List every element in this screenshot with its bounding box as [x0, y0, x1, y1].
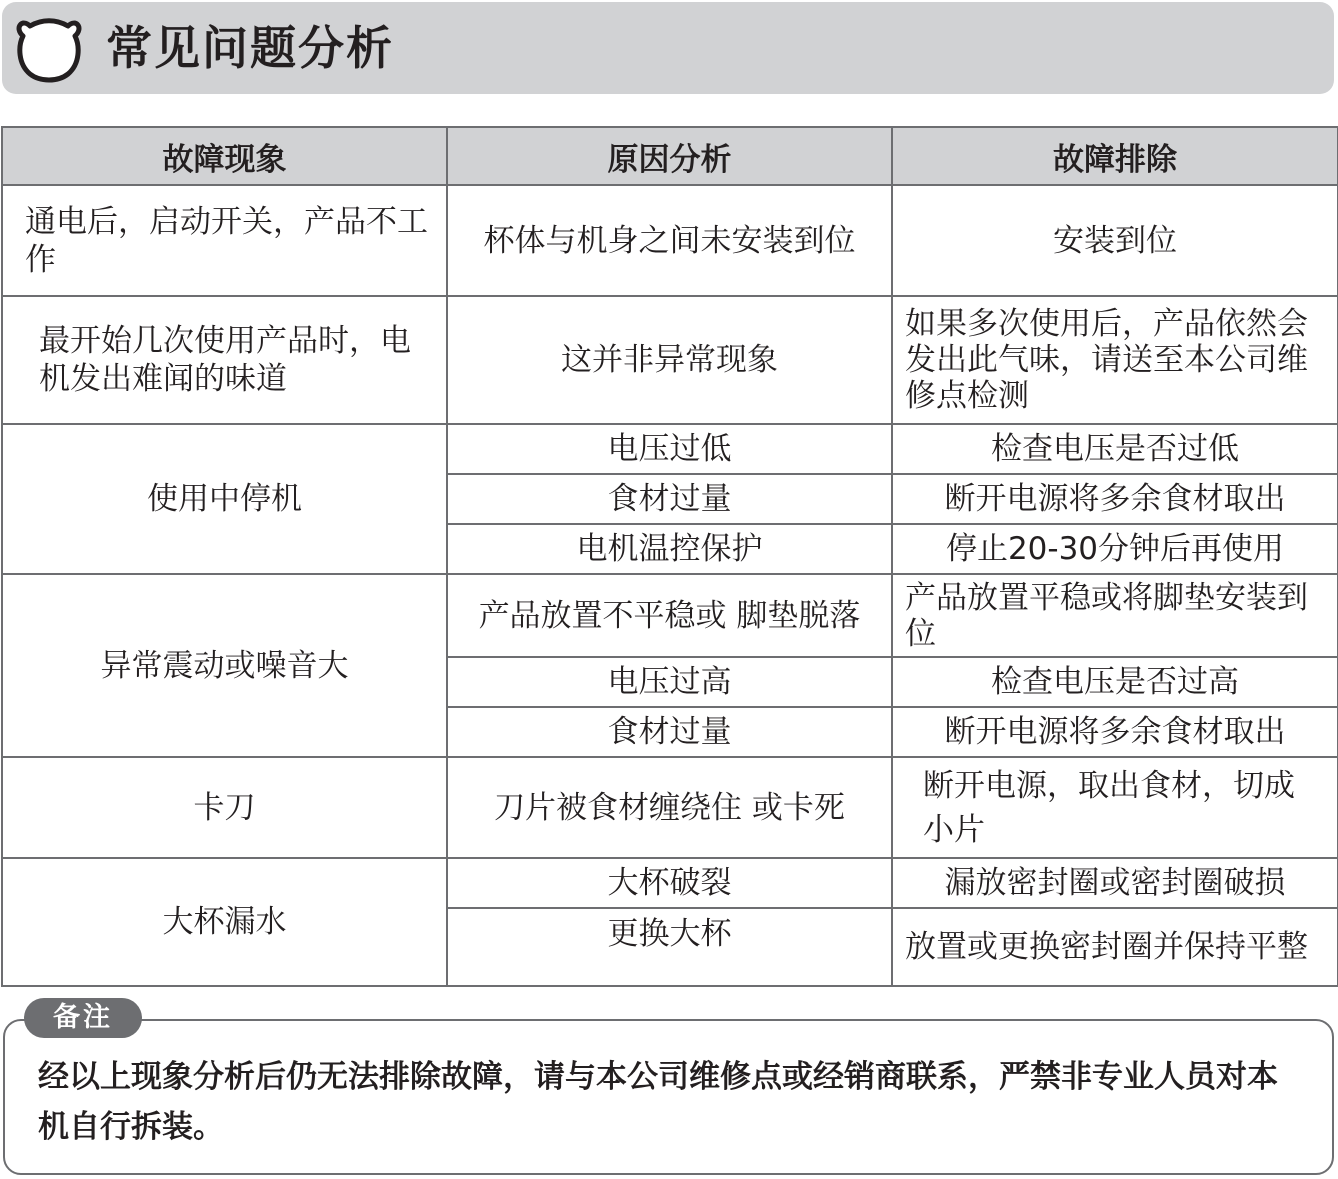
table-row [2, 185, 1338, 296]
cause-cell: 这并非异常现象 [447, 296, 892, 424]
cause-cell: 电压过低 [447, 424, 892, 474]
column-header-fix: 故障排除 [892, 127, 1338, 185]
note-text: 经以上现象分析后仍无法排除故障，请与本公司维修点或经销商联系，严禁非专业人员对本机自行拆装。 [38, 1059, 1278, 1145]
table-row [2, 858, 1338, 908]
fix-cell: 停止20-30分钟后再使用 [892, 524, 1338, 574]
column-header-symptom: 故障现象 [2, 127, 447, 185]
table-row [2, 296, 1338, 424]
symptom-cell: 通电后，启动开关，产品不工作 [2, 185, 447, 296]
symptom-cell: 最开始几次使用产品时，电机发出难闻的味道 [2, 296, 447, 424]
cause-cell: 食材过量 [447, 707, 892, 757]
fix-cell: 检查电压是否过低 [892, 424, 1338, 474]
symptom-cell: 大杯漏水 [2, 858, 447, 986]
table-row [2, 574, 1338, 657]
fix-cell: 断开电源将多余食材取出 [892, 474, 1338, 524]
symptom-cell: 使用中停机 [2, 424, 447, 574]
cause-cell: 杯体与机身之间未安装到位 [447, 185, 892, 296]
header-bar [2, 2, 1334, 94]
cause-cell: 电机温控保护 [447, 524, 892, 574]
fix-cell: 断开电源，取出食材，切成小片 [892, 757, 1338, 858]
fix-cell: 漏放密封圈或密封圈破损 [892, 858, 1338, 908]
cause-cell: 刀片被食材缠绕住 或卡死 [447, 757, 892, 858]
note-label: 备注 [24, 998, 142, 1038]
troubleshooting-table [1, 126, 1338, 987]
cause-cell: 食材过量 [447, 474, 892, 524]
cause-cell: 产品放置不平稳或 脚垫脱落 [447, 574, 892, 657]
cause-cell: 大杯破裂 [447, 858, 892, 908]
column-header-cause: 原因分析 [447, 127, 892, 185]
fix-cell: 产品放置平稳或将脚垫安装到位 [892, 574, 1338, 657]
page-title: 常见问题分析 [106, 21, 394, 75]
fix-cell: 断开电源将多余食材取出 [892, 707, 1338, 757]
symptom-cell: 卡刀 [2, 757, 447, 858]
table-row [2, 424, 1338, 474]
table-header-row [2, 127, 1338, 185]
table-row [2, 757, 1338, 858]
cause-cell: 更换大杯 [447, 908, 892, 986]
symptom-cell: 异常震动或噪音大 [2, 574, 447, 757]
fix-cell: 放置或更换密封圈并保持平整 [892, 908, 1338, 986]
fix-cell: 检查电压是否过高 [892, 657, 1338, 707]
fix-cell: 安装到位 [892, 185, 1338, 296]
fix-cell: 如果多次使用后，产品依然会发出此气味，请送至本公司维修点检测 [892, 296, 1338, 424]
cause-cell: 电压过高 [447, 657, 892, 707]
bear-face-icon [16, 14, 82, 84]
